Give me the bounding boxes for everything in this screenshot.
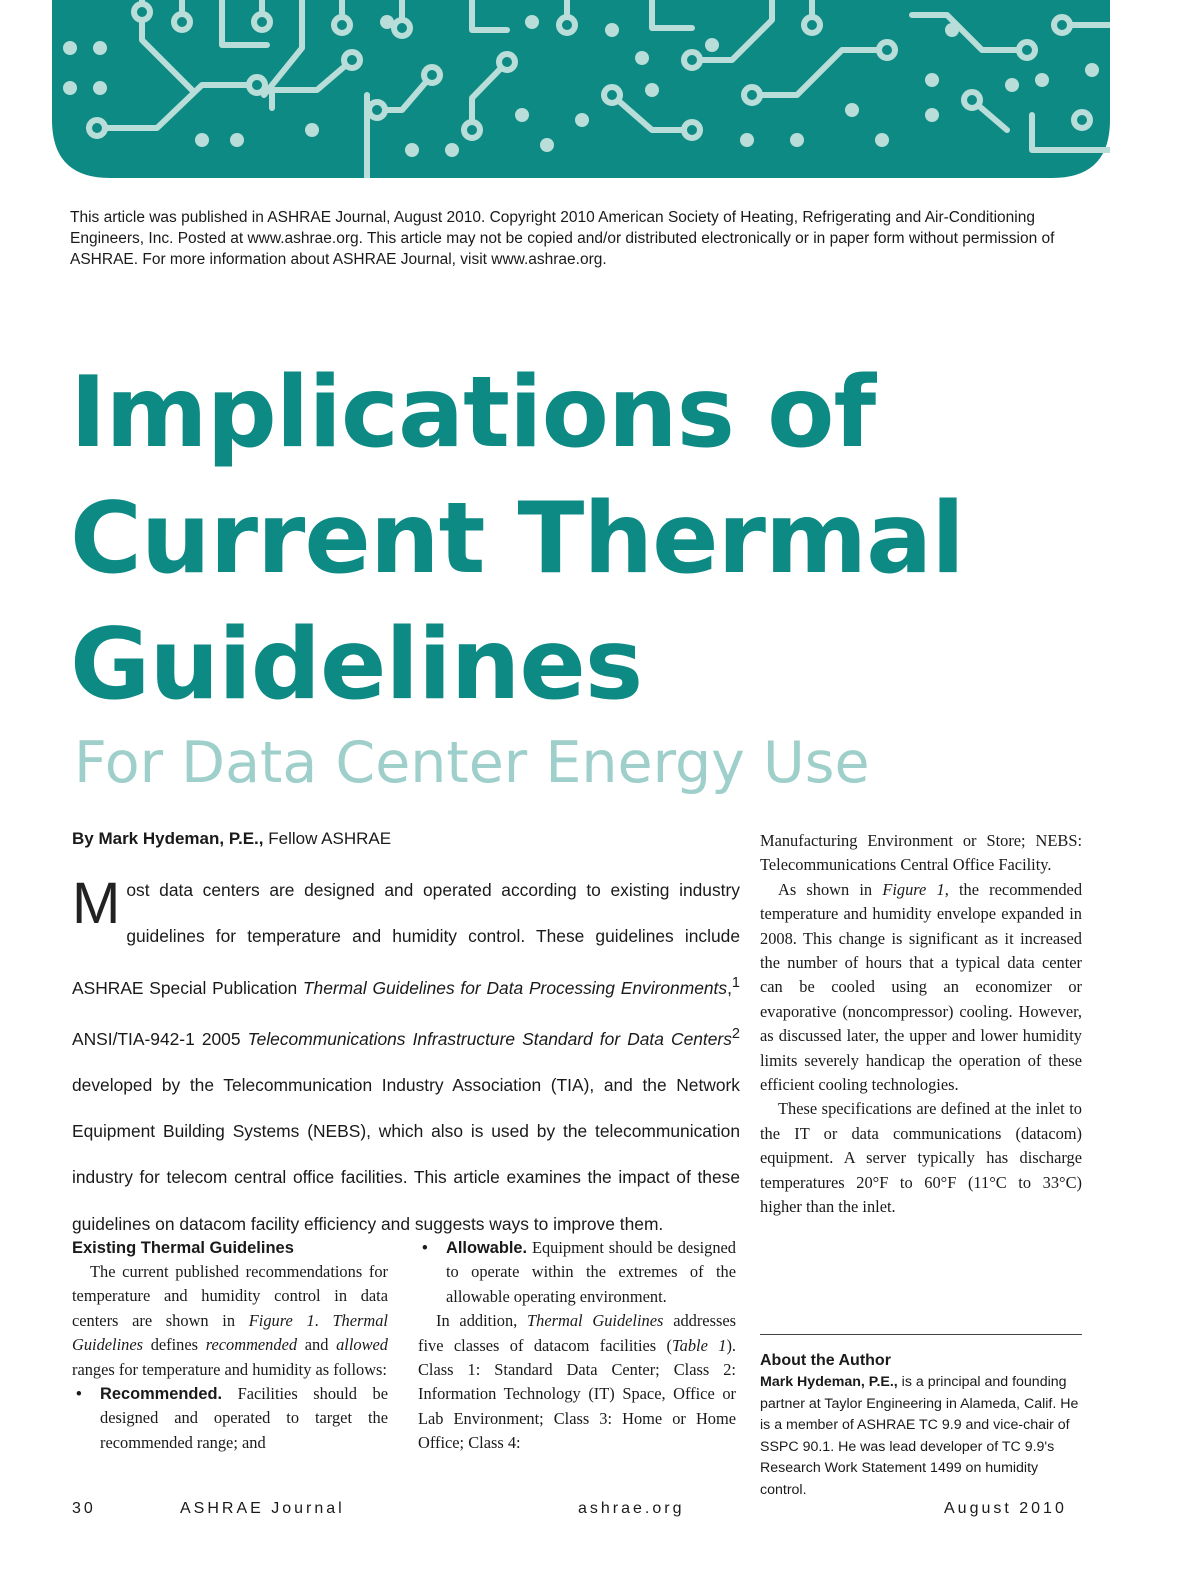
title-line-1: Implications of: [70, 356, 876, 470]
journal-name: ASHRAE Journal: [180, 1500, 345, 1517]
lede-pub-title-1: Thermal Guidelines for Data Processing Environments: [302, 977, 728, 998]
paragraph: [418, 1309, 736, 1455]
about-author-box: [760, 1350, 1082, 1502]
text: addresses five classes of datacom facilities (: [418, 1311, 736, 1355]
figure-ref: Figure 1: [248, 1310, 315, 1330]
lead-paragraph: [72, 867, 740, 1247]
figure-ref: Figure 1: [882, 879, 945, 899]
lede-text-1: ost data centers are designed and operated according to existing industry guidelines for temperature and humidity control. These guidelines include ASHRAE Special Publication: [72, 880, 740, 998]
pub-ref: Thermal Guidelines: [72, 1310, 388, 1355]
lede-pub-title-2: Telecommunications Infrastructure Standard for Data Centers: [247, 1028, 732, 1049]
column-2: [418, 1236, 736, 1456]
text: ranges for temperature and humidity as follows:: [72, 1359, 387, 1379]
text: and: [297, 1335, 337, 1355]
text: ). Class 1: Standard Data Center; Class 2: Information Technology (IT) Space, Office or Lab Environment; Class 3: Home or Home Office; Class 4:: [418, 1335, 737, 1453]
reference-1: 1: [731, 974, 740, 991]
text: .: [314, 1310, 333, 1330]
issue-date: August 2010: [944, 1500, 1067, 1517]
column-3: [760, 829, 1082, 1220]
lede-text-3: ANSI/TIA-942-1 2005: [72, 1028, 248, 1049]
lede-text-2: ,: [727, 977, 732, 998]
text: defines: [143, 1335, 206, 1355]
about-author-heading: About the Author: [760, 1352, 891, 1369]
website: ashrae.org: [578, 1500, 685, 1517]
divider: [760, 1334, 1082, 1335]
section-heading: Existing Thermal Guidelines: [72, 1239, 294, 1257]
pub-ref: Thermal Guidelines: [527, 1311, 664, 1331]
text: , the recommended temperature and humidity envelope expanded in 2008. This change is significant as it increased the number of hours that a typical data center can be cooled using an economizer or evaporative (noncompressor) cooling. However, as discussed later, the upper and lower humidity limits severely handicap the operation of these efficient cooling technologies.: [760, 879, 1083, 1095]
paragraph: [72, 1260, 388, 1382]
bullet-list: [418, 1236, 736, 1309]
author-bio: is a principal and founding partner at Taylor Engineering in Alameda, Calif. He is a member of ASHRAE TC 9.9 and vice-chair of SSPC 90.1. He was lead developer of TC 9.9's Research Work Statement 1499 on humidity control.: [760, 1374, 1079, 1498]
bullet-text: Facilities should be designed and operated to target the recommended range; and: [100, 1384, 388, 1452]
text: The current published recommendations for temperature and humidity control in data centers are shown in: [72, 1262, 388, 1330]
text: In addition,: [436, 1311, 528, 1331]
lede-text-4: developed by the Telecommunication Industry Association (TIA), and the Network Equipment Building Systems (NEBS), which also is used by the telecommunication industry for telecom central office facilities. This article examines the impact of these guidelines on datacom facility efficiency and suggests ways to improve them.: [72, 1074, 740, 1234]
reference-2: 2: [731, 1025, 740, 1042]
article-title: [70, 350, 1130, 728]
paragraph: Manufacturing Environment or Store; NEBS: Telecommunications Central Office Facility.: [760, 831, 1082, 875]
byline: [72, 829, 391, 849]
copyright-notice: This article was published in ASHRAE Journal, August 2010. Copyright 2010 American Society of Heating, Refrigerating and Air-Conditioning Engineers, Inc. Posted at www.ashrae.org. This article may not be copied and/or distributed electronically or in paper form without permission of ASHRAE. For more information about ASHRAE Journal, visit www.ashrae.org.: [70, 209, 1055, 268]
article-subtitle: For Data Center Energy Use: [74, 730, 870, 796]
bullet-label: Recommended.: [100, 1385, 223, 1404]
column-1: [72, 1236, 388, 1455]
byline-role: Fellow ASHRAE: [268, 829, 392, 848]
term: recommended: [205, 1335, 298, 1355]
circuit-board-banner: [52, 0, 1110, 178]
paragraph: [760, 878, 1082, 1098]
bullet-label: Allowable.: [446, 1239, 528, 1257]
author-name: Mark Hydeman, P.E.,: [760, 1374, 898, 1390]
bullet-list: [72, 1382, 388, 1455]
byline-author: By Mark Hydeman, P.E.,: [72, 829, 264, 848]
title-line-2: Current Thermal: [70, 482, 964, 596]
term: allowed: [336, 1335, 388, 1355]
text: As shown in: [778, 879, 883, 899]
title-line-3: Guidelines: [70, 608, 643, 722]
drop-cap: M: [72, 871, 121, 936]
bullet-text: Equipment should be designed to operate within the extremes of the allowable operating environment.: [446, 1238, 736, 1306]
table-ref: Table 1: [672, 1335, 727, 1355]
list-item: [418, 1236, 736, 1309]
paragraph: These specifications are defined at the inlet to the IT or data communications (datacom) equipment. A server typically has discharge temperatures 20°F to 60°F (11°C to 33°C) higher than the inlet.: [760, 1099, 1082, 1217]
list-item: [72, 1382, 388, 1455]
page-number: 30: [72, 1500, 96, 1517]
